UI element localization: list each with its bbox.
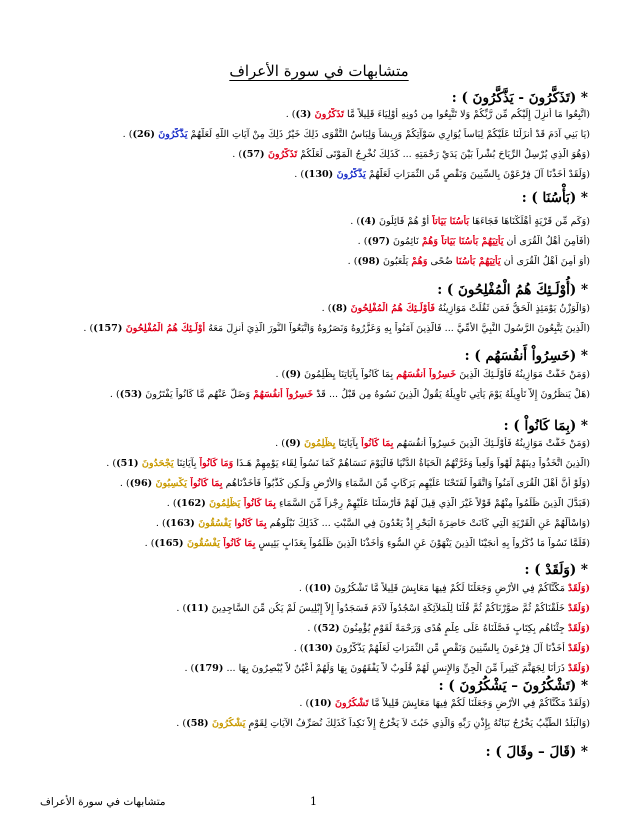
verse-text: أَخَذْنَا آلَ فِرْعَونَ بِالسِّنِينَ وَنَقْصٍ مِّن الثَّمَرَاتِ لَعَلَّهُمْ يَذَّكَّرُونَ [332, 643, 569, 654]
highlighted-phrase: تَذَكَّرُونَ [267, 149, 298, 160]
highlighted-phrase: بَأْسُنَا بَيَاتاً [432, 216, 470, 227]
highlighted-phrase: (9) [285, 438, 305, 449]
verse-text: ) . [299, 698, 310, 709]
highlighted-phrase: (11) [186, 603, 209, 614]
verse-text: (وَكَم مِّن قَرْيَةٍ أَهْلَكْنَاهَا فَجَاءَهَا [469, 216, 590, 227]
section-heading: * (أُوْلَـئِكَ هُمُ الْمُفْلِحُونَ ) : [437, 282, 588, 298]
verse-text: ) . [293, 643, 304, 654]
verse-text: ) . [144, 538, 155, 549]
highlighted-phrase: (3) [295, 109, 315, 120]
verse-text: (وَالْوَزْنُ يَوْمَئِذٍ الْحَقُّ فَمَن ثَقُلَتْ مَوَازِينُهُ [434, 303, 590, 314]
verse-text: (وَالْبَلَدُ الطَّيِّبُ يَخْرُجُ نَبَاتُهُ بِإِذْنِ رَبِّهِ وَالَّذِي خَبُثَ لاَ يَخْرُجُ إِلاَّ نَكِداً كَذَلِكَ نُصَرِّفُ الآيَاتِ لِقَوْمٍ [245, 718, 590, 729]
verse-line [30, 497, 590, 511]
highlighted-phrase: (52) [317, 623, 340, 634]
verse-text: ) . [83, 323, 94, 334]
highlighted-phrase: خَسِرُواْ أَنفُسَهُم [396, 369, 457, 380]
highlighted-phrase: يَذَّكَّرُونَ [158, 129, 188, 140]
highlighted-phrase: (51) [116, 458, 142, 469]
verse-text: (فَلَمَّا نَسُواْ مَا ذُكِّرُواْ بِهِ أَنجَيْنَا الَّذِينَ يَنْهَوْنَ عَنِ السُّوءِ وَأَخَذْنَا الَّذِينَ ظَلَمُواْ بِعَذَابٍ بَئِيسٍ [255, 538, 590, 549]
highlighted-phrase: بِمَا كَانُوا [234, 518, 267, 529]
verse-line [30, 388, 590, 402]
verse-line [30, 128, 590, 142]
verse-text: ) . [119, 478, 130, 489]
highlighted-phrase: (98) [357, 256, 380, 267]
verse-line [30, 302, 590, 316]
page-title: متشابهات في سورة الأعراف [229, 62, 409, 80]
verse-text: أَوْ هُمْ قَائِلُونَ [375, 216, 433, 227]
verse-line [30, 477, 590, 491]
highlighted-phrase: يَذَّكَّرُونَ [336, 169, 366, 180]
highlighted-phrase: يَظْلِمُونَ [209, 498, 244, 509]
verse-text: ) . [184, 663, 195, 674]
highlighted-phrase: يَكْسِبُونَ [155, 478, 191, 489]
verse-line [30, 582, 590, 596]
verse-line [30, 717, 590, 731]
verse-text: ) . [285, 109, 296, 120]
verse-text: ) . [275, 438, 285, 449]
highlighted-phrase: بِمَا كَانُواْ [243, 498, 276, 509]
highlighted-phrase: يَجْحَدُونَ [141, 458, 174, 469]
verse-line [30, 622, 590, 636]
verse-line [30, 437, 590, 451]
verse-line [30, 168, 590, 182]
verse-text: ) . [307, 623, 318, 634]
highlighted-phrase: (130) [303, 643, 333, 654]
verse-line [30, 108, 590, 122]
highlighted-phrase: يَشْكُرُونَ [211, 718, 246, 729]
highlighted-phrase: بِمَا كَانُواْ [190, 478, 223, 489]
running-title: متشابهات في سورة الأعراف [40, 796, 166, 808]
verse-line [30, 255, 590, 269]
highlighted-phrase: تَشْكُرُونَ [335, 698, 369, 709]
highlighted-phrase: بِمَا كَانُواْ [361, 438, 394, 449]
highlighted-phrase: يَفْسُقُونَ [198, 518, 235, 529]
verse-text: (أَفَأَمِنَ أَهْلُ الْقُرَى أَن [503, 236, 590, 247]
verse-line [30, 517, 590, 531]
highlighted-phrase: (165) [154, 538, 187, 549]
verse-text: ) . [350, 216, 361, 227]
verse-line [30, 215, 590, 229]
verse-text: (وَاسْأَلْهُمْ عَنِ الْقَرْيَةِ الَّتِي كَانَتْ حَاضِرَةَ الْبَحْرِ إِذْ يَعْدُونَ فِي السَّبْتِ ... كَذَلِكَ نَبْلُوهُم [266, 518, 590, 529]
highlighted-phrase: (وَلَقَدْ [568, 583, 590, 594]
verse-line [30, 322, 590, 336]
verse-text: (هَلْ يَنظُرُونَ إِلاَّ تَأْوِيلَهُ يَوْمَ يَأْتِي تَأْوِيلُهُ يَقُولُ الَّذِينَ نَسُوهُ مِن قَبْلُ ... قَدْ [313, 389, 590, 400]
highlighted-phrase: يَأْتِيَهُمْ بَأْسُنَا [455, 256, 501, 267]
verse-line [30, 662, 590, 676]
verse-text: ) . [298, 583, 309, 594]
verse-text: ) . [122, 129, 133, 140]
highlighted-phrase: (57) [242, 149, 268, 160]
verse-text: (وَهُوَ الَّذِي يُرْسِلُ الرِّيَاحَ بُشْراً بَيْنَ يَدَيْ رَحْمَتِهِ ... كَذَلِكَ نُخْرِجُ الْمَوْتَى لَعَلَّكُمْ [297, 149, 590, 160]
highlighted-phrase: (9) [285, 369, 302, 380]
verse-text: (وَلَوْ أَنَّ أَهْلَ الْقُرَى آمَنُواْ وَاتَّقَواْ لَفَتَحْنَا عَلَيْهِم بَرَكَاتٍ مِّنَ السَّمَاءِ وَالأَرْضِ وَلَـكِن كَذَّبُواْ فَأَخَذْنَاهُم [222, 478, 590, 489]
verse-text: (فَبَدَّلَ الَّذِينَ ظَلَمُواْ مِنْهُمْ قَوْلاً غَيْرَ الَّذِي قِيلَ لَهُمْ فَأَرْسَلْنَا عَلَيْهِمْ رِجْزاً مِّنَ السَّمَاءِ [275, 498, 590, 509]
verse-text: ) . [155, 518, 166, 529]
highlighted-phrase: (53) [119, 389, 143, 400]
highlighted-phrase: بِمَا كَانُواْ [223, 538, 256, 549]
highlighted-phrase: (163) [165, 518, 199, 529]
verse-text: (وَلَقَدْ مَكَّنَّاكُمْ فِي الأَرْضِ وَجَعَلْنَا لَكُمْ فِيهَا مَعَايِشَ قَلِيلاً مَّا [368, 698, 590, 709]
highlighted-phrase: وَهُمْ [411, 256, 428, 267]
verse-line [30, 697, 590, 711]
highlighted-phrase: (وَلَقَدْ [568, 623, 590, 634]
verse-text: (يَا بَنِي آدَمَ قَدْ أَنزَلْنَا عَلَيْكُمْ لِبَاساً يُوَارِي سَوْآتِكُمْ وَرِيشاً وَلِبَاسُ التَّقْوَى ذَلِكَ خَيْرٌ ذَلِكَ مِنْ آيَاتِ اللَّهِ لَعَلَّهُمْ [187, 129, 590, 140]
verse-line [30, 368, 590, 382]
verse-text: ) . [275, 369, 286, 380]
verse-text: (أَوَ أَمِنَ أَهْلُ الْقُرَى أَن [500, 256, 590, 267]
highlighted-phrase: يَفْسُقُونَ [186, 538, 224, 549]
verse-line [30, 537, 590, 551]
verse-text: بِآيَاتِنَا [335, 438, 362, 449]
verse-text: ) . [357, 236, 368, 247]
verse-text: بِمَا كَانُواْ بِآيَاتِنَا يِظْلِمُونَ [301, 369, 397, 380]
section-heading: * (قَالَ – وقَالَ ) : [485, 744, 588, 760]
verse-line [30, 148, 590, 162]
section-heading: * (بَأْسُنَا ) : [521, 190, 588, 206]
verse-text: ذَرَأْنَا لِجَهَنَّمَ كَثِيراً مِّنَ الْجِنِّ وَالإِنسِ لَهُمْ قُلُوبٌ لاَّ يَفْقَهُونَ بِهَا وَلَهُمْ أَعْيُنٌ لاَّ يُبْصِرُونَ بِهَا ... [223, 663, 569, 674]
highlighted-phrase: أُوْلَـئِكَ هُمُ الْمُفْلِحُونَ [125, 323, 206, 334]
highlighted-phrase: (96) [129, 478, 156, 489]
verse-text: وَضَلَّ عَنْهُم مَّا كَانُواْ يَفْتَرُونَ [142, 389, 254, 400]
verse-text: ) . [176, 718, 187, 729]
section-heading: * (خَسِرُواْ أَنفُسَهُم ) : [464, 348, 588, 364]
highlighted-phrase: (58) [186, 718, 212, 729]
verse-text: خَلَقْنَاكُمْ ثُمَّ صَوَّرْنَاكُمْ ثُمَّ قُلْنَا لِلْمَلآئِكَةِ اسْجُدُواْ لآدَمَ فَسَجَدُواْ إِلاَّ إِبْلِيسَ لَمْ يَكُن مِّنَ السَّاجِدِينَ [208, 603, 569, 614]
verse-text: ) . [294, 169, 305, 180]
highlighted-phrase: (10) [308, 583, 332, 594]
highlighted-phrase: (179) [194, 663, 224, 674]
verse-line [30, 457, 590, 471]
highlighted-phrase: (وَلَقَدْ [568, 643, 590, 654]
highlighted-phrase: (وَلَقَدْ [568, 663, 590, 674]
verse-text: (اتَّبِعُوا مَا أُنزِلَ إِلَيْكُم مِّن رَّبِّكُمْ وَلا تَتَّبِعُوا مِن دُونِهِ أَوْلِيَاءَ قَلِيلاً مَّا [343, 109, 590, 120]
verse-text: ) . [347, 256, 358, 267]
verse-text: جِئْنَاهُم بِكِتَابٍ فَصَّلْنَاهُ عَلَى عِلْمٍ هُدًى وَرَحْمَةً لِّقَوْمٍ يُؤْمِنُونَ [339, 623, 569, 634]
verse-text: ) . [106, 458, 117, 469]
section-heading: * (بِمَا كَانُواْ ) : [503, 418, 588, 434]
verse-text: ) . [321, 303, 332, 314]
verse-text: ) . [232, 149, 243, 160]
page-number: 1 [310, 795, 317, 808]
section-heading: * (تَذَكَّرُونَ - يَذَّكَّرُونَ ) : [451, 90, 588, 106]
verse-line [30, 602, 590, 616]
highlighted-phrase: خَسِرُواْ أَنفُسَهُمْ [253, 389, 314, 400]
verse-text: (الَّذِينَ اتَّخَذُواْ دِينَهُمْ لَهْواً وَلَعِباً وَغَرَّتْهُمُ الْحَيَاةُ الدُّنْيَا فَالْيَوْمَ نَنسَاهُمْ كَمَا نَسُواْ لِقَاء يَوْمِهِمْ هَـذَا [233, 458, 590, 469]
verse-text: بِآيَاتِنَا [173, 458, 200, 469]
highlighted-phrase: فَأُوْلَـئِكَ هُمُ الْمُفْلِحُونَ [350, 303, 435, 314]
verse-text: يَلْعَبُونَ [379, 256, 412, 267]
verse-text: ) . [176, 603, 187, 614]
highlighted-phrase: (157) [93, 323, 126, 334]
verse-line [30, 235, 590, 249]
highlighted-phrase: (10) [309, 698, 335, 709]
verse-text: ضُحًى [427, 256, 456, 267]
highlighted-phrase: تَذَكَّرُونَ [314, 109, 344, 120]
verse-line [30, 642, 590, 656]
verse-text: مَكَّنَّاكُمْ فِي الأَرْضِ وَجَعَلْنَا لَكُمْ فِيهَا مَعَايِشَ قَلِيلاً مَّا تَشْكُرُونَ [331, 583, 569, 594]
verse-text: ) . [166, 498, 177, 509]
highlighted-phrase: وَمَا كَانُواْ [199, 458, 234, 469]
verse-text: نَائِمُونَ [389, 236, 422, 247]
highlighted-phrase: (130) [304, 169, 337, 180]
section-heading: * (وَلَقَدْ ) : [524, 562, 588, 578]
highlighted-phrase: يَأْتِيَهُمْ بَأْسُنَا بَيَاتاً وَهُمْ [421, 236, 504, 247]
highlighted-phrase: (8) [331, 303, 351, 314]
highlighted-phrase: (162) [176, 498, 210, 509]
verse-text: (وَمَنْ خَفَّتْ مَوَازِينُهُ فَأُوْلَـئِكَ الَّذِينَ خَسِرُواْ أَنفُسَهُم [393, 438, 590, 449]
highlighted-phrase: (97) [367, 236, 390, 247]
section-heading: * (تَشْكُرُونَ – يَشْكُرُونَ ) : [438, 678, 588, 694]
highlighted-phrase: (4) [360, 216, 376, 227]
verse-text: (الَّذِينَ يَتَّبِعُونَ الرَّسُولَ النَّبِيَّ الأُمِّيَّ ... فَالَّذِينَ آمَنُواْ بِهِ وَعَزَّرُوهُ وَنَصَرُوهُ وَاتَّبَعُواْ النُّورَ الَّذِيَ أُنزِلَ مَعَهُ [205, 323, 590, 334]
highlighted-phrase: (وَلَقَدْ [568, 603, 590, 614]
verse-text: ) . [109, 389, 120, 400]
verse-text: (وَلَقَدْ أَخَذْنَا آلَ فِرْعَوْنَ بِالسِّنِينَ وَنَقْصٍ مِّن الثَّمَرَاتِ لَعَلَّهُمْ [365, 169, 590, 180]
highlighted-phrase: (26) [132, 129, 159, 140]
verse-text: (وَمَنْ خَفَّتْ مَوَازِينُهُ فَأُوْلَـئِكَ الَّذِينَ [456, 369, 590, 380]
highlighted-phrase: يِظْلِمُونَ [304, 438, 336, 449]
